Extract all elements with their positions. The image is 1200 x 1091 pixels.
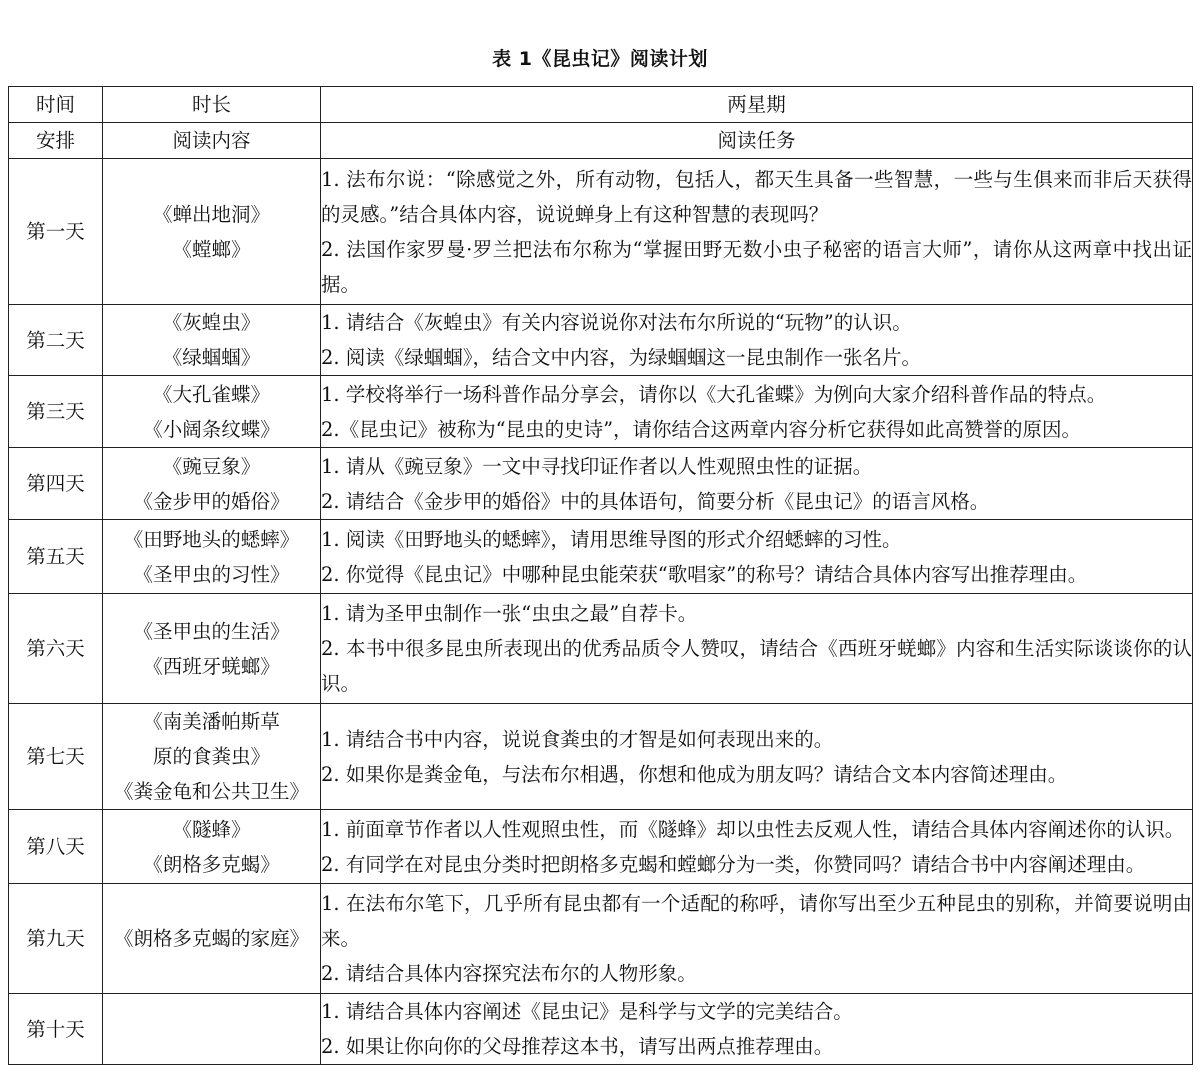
- header-row-1: [9, 87, 1193, 123]
- day-cell: 第三天: [9, 376, 103, 448]
- reading-tasks-cell: [321, 884, 1193, 994]
- reading-task-item: 2.《昆虫记》被称为“昆虫的史诗”，请你结合这两章内容分析它获得如此高赞誉的原因。: [321, 417, 1082, 441]
- reading-task-item: 1. 请结合书中内容，说说食粪虫的才智是如何表现出来的。: [321, 727, 834, 751]
- table-row: [9, 159, 1193, 305]
- reading-task-item: 2. 如果让你向你的父母推荐这本书，请写出两点推荐理由。: [321, 1035, 834, 1058]
- reading-tasks-cell: [321, 448, 1193, 520]
- reading-tasks-cell: [321, 704, 1193, 810]
- header-content-label: 阅读内容: [103, 123, 321, 159]
- reading-content-line: 《蝉出地洞》: [152, 202, 270, 226]
- reading-task-item: 1. 在法布尔笔下，几乎所有昆虫都有一个适配的称呼，请你写出至少五种昆虫的别称，并简要说明由来。: [321, 892, 1192, 950]
- reading-content-line: 《朗格多克蝎的家庭》: [113, 927, 309, 950]
- reading-task-item: 2. 法国作家罗曼·罗兰把法布尔称为“掌握田野无数小虫子秘密的语言大师”，请你从这两章中找出证据。: [321, 237, 1192, 296]
- reading-task-item: 2. 阅读《绿蝈蝈》，结合文中内容，为绿蝈蝈这一昆虫制作一张名片。: [321, 346, 922, 369]
- day-cell: 第十天: [9, 994, 103, 1065]
- header-arrangement: 安排: [9, 123, 103, 159]
- table-row: [9, 594, 1193, 704]
- reading-task-item: 2. 你觉得《昆虫记》中哪种昆虫能荣获“歌唱家”的称号？请结合具体内容写出推荐理由。: [321, 562, 1088, 586]
- header-tasks-label: 阅读任务: [321, 123, 1193, 159]
- day-cell: 第八天: [9, 810, 103, 884]
- table-row: [9, 376, 1193, 448]
- reading-tasks-cell: [321, 305, 1193, 376]
- reading-content-line: 《粪金龟和公共卫生》: [113, 780, 309, 803]
- reading-content-line: 《大孔雀蝶》: [152, 382, 270, 406]
- reading-task-item: 1. 请结合《灰蝗虫》有关内容说说你对法布尔所说的“玩物”的认识。: [321, 311, 912, 334]
- header-duration-label: 时长: [103, 87, 321, 123]
- day-cell: 第七天: [9, 704, 103, 810]
- reading-task-item: 2. 有同学在对昆虫分类时把朗格多克蝎和螳螂分为一类，你赞同吗？请结合书中内容阐述理由。: [321, 852, 1146, 876]
- reading-content-line: 《西班牙蜣螂》: [143, 654, 280, 678]
- day-cell: 第五天: [9, 520, 103, 594]
- reading-content-line: 原的食粪虫》: [152, 745, 270, 768]
- reading-plan-table: [8, 86, 1193, 1065]
- reading-content-line: 《螳螂》: [172, 237, 251, 261]
- reading-content-line: 《豌豆象》: [162, 454, 261, 478]
- reading-content-cell: [103, 810, 321, 884]
- table-row: [9, 448, 1193, 520]
- table-caption: 表 1《昆虫记》阅读计划: [492, 48, 708, 70]
- reading-content-cell: [103, 884, 321, 994]
- reading-tasks-cell: [321, 159, 1193, 305]
- reading-content-cell: [103, 704, 321, 810]
- reading-content-cell: [103, 376, 321, 448]
- reading-task-item: 1. 法布尔说：“除感觉之外，所有动物，包括人，都天生具备一些智慧，一些与生俱来而非后天获得的灵感。”结合具体内容，说说蝉身上有这种智慧的表现吗？: [321, 167, 1192, 226]
- reading-content-cell: [103, 594, 321, 704]
- day-cell: 第二天: [9, 305, 103, 376]
- table-row: [9, 884, 1193, 994]
- reading-task-item: 1. 阅读《田野地头的蟋蟀》，请用思维导图的形式介绍蟋蟀的习性。: [321, 527, 902, 551]
- reading-task-item: 2. 如果你是粪金龟，与法布尔相遇，你想和他成为朋友吗？请结合文本内容简述理由。: [321, 762, 1068, 786]
- reading-content-line: 《南美潘帕斯草: [143, 710, 280, 733]
- reading-content-line: 《小阔条纹蝶》: [143, 417, 280, 441]
- reading-content-cell: [103, 994, 321, 1065]
- table-row: [9, 704, 1193, 810]
- reading-content-line: 《绿蝈蝈》: [162, 346, 261, 369]
- reading-task-item: 1. 请从《豌豆象》一文中寻找印证作者以人性观照虫性的证据。: [321, 454, 873, 478]
- reading-task-item: 1. 请结合具体内容阐述《昆虫记》是科学与文学的完美结合。: [321, 1000, 853, 1023]
- reading-content-cell: [103, 159, 321, 305]
- reading-tasks-cell: [321, 376, 1193, 448]
- reading-content-line: 《朗格多克蝎》: [143, 852, 280, 876]
- reading-tasks-cell: [321, 594, 1193, 704]
- reading-task-item: 2. 请结合具体内容探究法布尔的人物形象。: [321, 962, 697, 985]
- reading-tasks-cell: [321, 810, 1193, 884]
- reading-tasks-cell: [321, 994, 1193, 1065]
- table-row: [9, 520, 1193, 594]
- reading-content-cell: [103, 448, 321, 520]
- day-cell: 第一天: [9, 159, 103, 305]
- table-row: [9, 994, 1193, 1065]
- reading-content-line: 《田野地头的蟋蟀》: [123, 527, 300, 551]
- header-time: 时间: [9, 87, 103, 123]
- reading-content-cell: [103, 305, 321, 376]
- reading-content-line: 《金步甲的婚俗》: [133, 489, 290, 513]
- day-cell: 第六天: [9, 594, 103, 704]
- header-duration-value: 两星期: [321, 87, 1193, 123]
- day-cell: 第九天: [9, 884, 103, 994]
- reading-task-item: 2. 本书中很多昆虫所表现出的优秀品质令人赞叹，请结合《西班牙蜣螂》内容和生活实际谈谈你的认识。: [321, 637, 1192, 695]
- reading-content-line: 《灰蝗虫》: [162, 311, 261, 334]
- reading-task-item: 2. 请结合《金步甲的婚俗》中的具体语句，简要分析《昆虫记》的语言风格。: [321, 489, 990, 513]
- table-row: [9, 810, 1193, 884]
- reading-content-line: 《隧蜂》: [172, 817, 251, 841]
- reading-tasks-cell: [321, 520, 1193, 594]
- day-cell: 第四天: [9, 448, 103, 520]
- reading-content-cell: [103, 520, 321, 594]
- reading-task-item: 1. 学校将举行一场科普作品分享会，请你以《大孔雀蝶》为例向大家介绍科普作品的特点。: [321, 382, 1107, 406]
- reading-content-line: 《圣甲虫的习性》: [133, 562, 290, 586]
- reading-task-item: 1. 前面章节作者以人性观照虫性，而《隧蜂》却以虫性去反观人性，请结合具体内容阐述你的认识。: [321, 817, 1185, 841]
- header-row-2: [9, 123, 1193, 159]
- reading-content-line: 《圣甲虫的生活》: [133, 619, 290, 643]
- table-row: [9, 305, 1193, 376]
- reading-task-item: 1. 请为圣甲虫制作一张“虫虫之最”自荐卡。: [321, 602, 698, 625]
